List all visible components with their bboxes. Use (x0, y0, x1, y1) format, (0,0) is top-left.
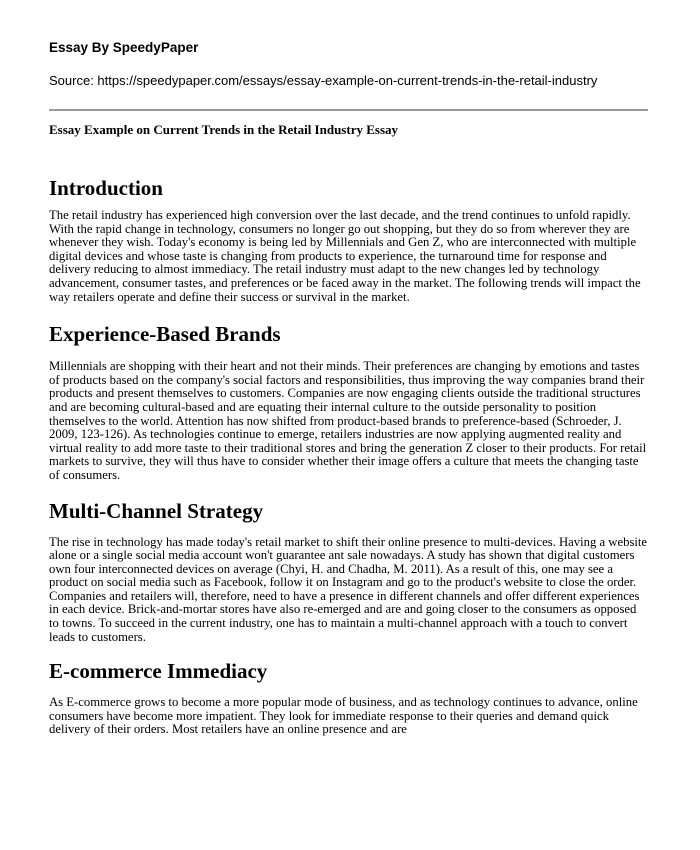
section-paragraph: The rise in technology has made today's retail market to shift their online presence to multi-devices. Having a website alone or a single social media account won't guarantee ant sale nowadays. A study has shown that digital customers own four interconnected devices on average (Chyi, H. and Chadha, M. 2011). As a result of this, one may see a product on social media such as Facebook, follow it on Instagram and go to the product's website to close the order. Companies and retailers will, therefore, need to have a presence in different channels and offer different experiences in each device. Brick-and-mortar stores have also re-emerged and are and going closer to the consumers as opposed to towns. To succeed in the current industry, one has to maintain a multi-channel approach with a touch to convert leads to customers. (49, 534, 648, 644)
section-introduction (49, 175, 648, 304)
section-heading: Experience-Based Brands (49, 322, 281, 347)
section-heading: Introduction (49, 176, 163, 200)
header-divider (49, 109, 648, 111)
section-heading: Multi-Channel Strategy (49, 498, 264, 523)
section-multi-channel-strategy (49, 498, 648, 645)
section-paragraph: The retail industry has experienced high conversion over the last decade, and the trend continues to unfold rapidly. With the rapid change in technology, consumers no longer go out shopping, but they do so from wherever they are whenever they wish. Today's economy is being led by Millennials and Gen Z, who are interconnected with multiple digital devices and whose taste is changing from products to experience, the turnaround time for response and delivery reducing to almost immediacy. The retail industry must adapt to the new changes led by technology advancement, consumer tastes, and preferences or be faced away in the market. The following trends will impact the way retailers operate and define their success or survival in the market. (49, 208, 641, 304)
source-line: Source: https://speedypaper.com/essays/essay-example-on-current-trends-in-the-retail-industry (49, 73, 598, 88)
section-ecommerce-immediacy (49, 658, 648, 737)
section-paragraph: Millennials are shopping with their heart and not their minds. Their preferences are changing by emotions and tastes of products based on the company's social factors and responsibilities, thus improving the way companies brand their products and present themselves to customers. Companies are now engaging clients outside the traditional structures and are becoming cultural-based and are equating their internal culture to the outside personality to position themselves to the world. Attention has now shifted from product-based brands to preference-based (Schroeder, J. 2009, 123-126). As technologies continue to emerge, retailers industries are now applying augmented reality and virtual reality to add more taste to their traditional stores and bring the generation Z closer to their products. For retail markets to survive, they will thus have to consider whether their image offers a culture that meets the changing taste of consumers. (49, 359, 647, 482)
section-heading: E-commerce Immediacy (49, 659, 268, 684)
section-experience-based-brands (49, 321, 648, 482)
essay-title: Essay Example on Current Trends in the Retail Industry Essay (49, 122, 399, 137)
brand-title: Essay By SpeedyPaper (49, 40, 199, 55)
section-paragraph: As E-commerce grows to become a more popular mode of business, and as technology continues to advance, online consumers have become more impatient. They look for immediate response to their queries and demand quick delivery of their orders. Most retailers have an online presence and are (49, 695, 638, 737)
